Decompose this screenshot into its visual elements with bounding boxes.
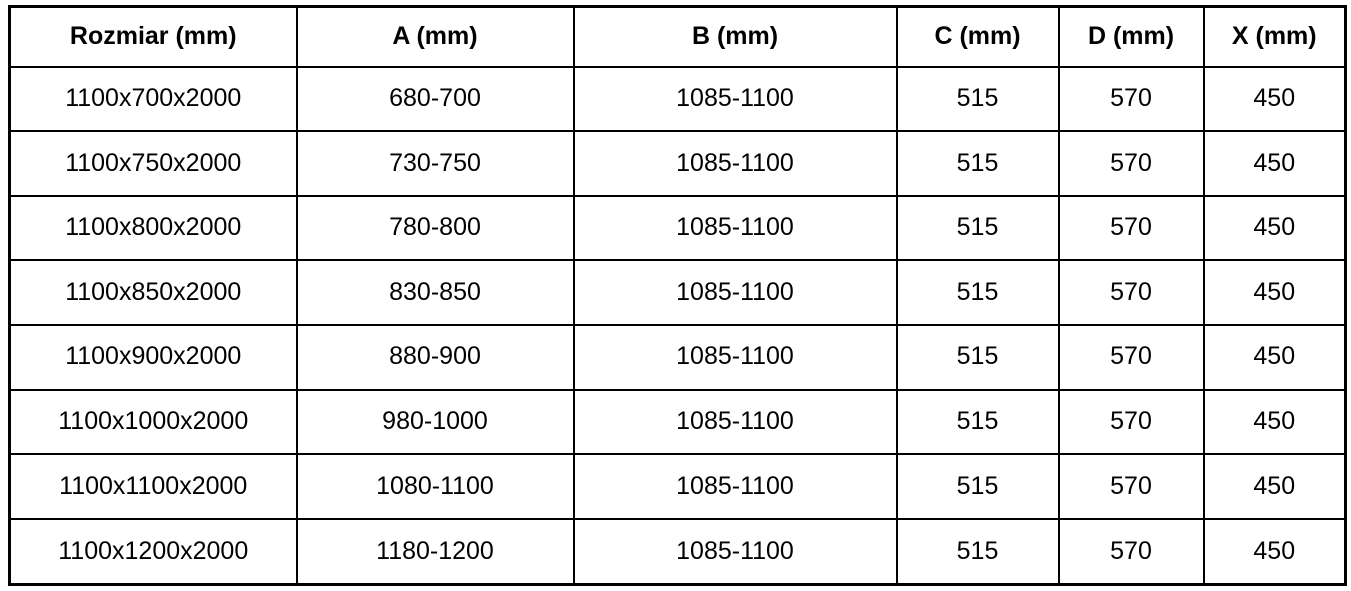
table-cell: 515 [897, 519, 1059, 585]
table-cell: 570 [1059, 67, 1204, 132]
table-header-row [10, 7, 1346, 67]
table-body [10, 67, 1346, 585]
table-row [10, 390, 1346, 455]
table-cell: 1100x700x2000 [10, 67, 297, 132]
table-cell: 1100x1000x2000 [10, 390, 297, 455]
table-cell: 1100x1100x2000 [10, 454, 297, 519]
column-header-b: B (mm) [574, 7, 897, 67]
table-cell: 1100x1200x2000 [10, 519, 297, 585]
table-cell: 515 [897, 131, 1059, 196]
table-cell: 1100x900x2000 [10, 325, 297, 390]
table-row [10, 325, 1346, 390]
table-cell: 450 [1204, 519, 1346, 585]
table-cell: 450 [1204, 260, 1346, 325]
column-header-c: C (mm) [897, 7, 1059, 67]
table-row [10, 454, 1346, 519]
table-cell: 1085-1100 [574, 131, 897, 196]
table-cell: 570 [1059, 196, 1204, 261]
table-cell: 515 [897, 325, 1059, 390]
table-cell: 570 [1059, 454, 1204, 519]
table-cell: 1100x850x2000 [10, 260, 297, 325]
column-header-a: A (mm) [297, 7, 574, 67]
table-row [10, 260, 1346, 325]
table-cell: 570 [1059, 519, 1204, 585]
column-header-d: D (mm) [1059, 7, 1204, 67]
column-header-rozmiar: Rozmiar (mm) [10, 7, 297, 67]
table-row [10, 67, 1346, 132]
table-cell: 450 [1204, 67, 1346, 132]
table-cell: 515 [897, 260, 1059, 325]
table-cell: 570 [1059, 325, 1204, 390]
table-cell: 450 [1204, 325, 1346, 390]
table-cell: 1085-1100 [574, 519, 897, 585]
table-cell: 1100x800x2000 [10, 196, 297, 261]
table-cell: 570 [1059, 390, 1204, 455]
table-cell: 450 [1204, 390, 1346, 455]
table-cell: 1080-1100 [297, 454, 574, 519]
table-row [10, 519, 1346, 585]
size-specification-table [8, 5, 1347, 586]
table-cell: 830-850 [297, 260, 574, 325]
table-cell: 880-900 [297, 325, 574, 390]
table-cell: 450 [1204, 131, 1346, 196]
table-cell: 780-800 [297, 196, 574, 261]
table-cell: 1085-1100 [574, 196, 897, 261]
table-cell: 680-700 [297, 67, 574, 132]
table-cell: 450 [1204, 196, 1346, 261]
table-cell: 1085-1100 [574, 390, 897, 455]
table-cell: 450 [1204, 454, 1346, 519]
table-cell: 1085-1100 [574, 67, 897, 132]
table-cell: 515 [897, 67, 1059, 132]
table-cell: 1085-1100 [574, 454, 897, 519]
table-cell: 570 [1059, 260, 1204, 325]
column-header-x: X (mm) [1204, 7, 1346, 67]
table-cell: 730-750 [297, 131, 574, 196]
table-cell: 570 [1059, 131, 1204, 196]
table-cell: 1180-1200 [297, 519, 574, 585]
table-cell: 515 [897, 390, 1059, 455]
size-table-container [8, 5, 1344, 586]
table-cell: 1085-1100 [574, 325, 897, 390]
table-cell: 980-1000 [297, 390, 574, 455]
table-cell: 515 [897, 454, 1059, 519]
table-row [10, 131, 1346, 196]
table-row [10, 196, 1346, 261]
table-cell: 1085-1100 [574, 260, 897, 325]
table-cell: 1100x750x2000 [10, 131, 297, 196]
table-header [10, 7, 1346, 67]
table-cell: 515 [897, 196, 1059, 261]
